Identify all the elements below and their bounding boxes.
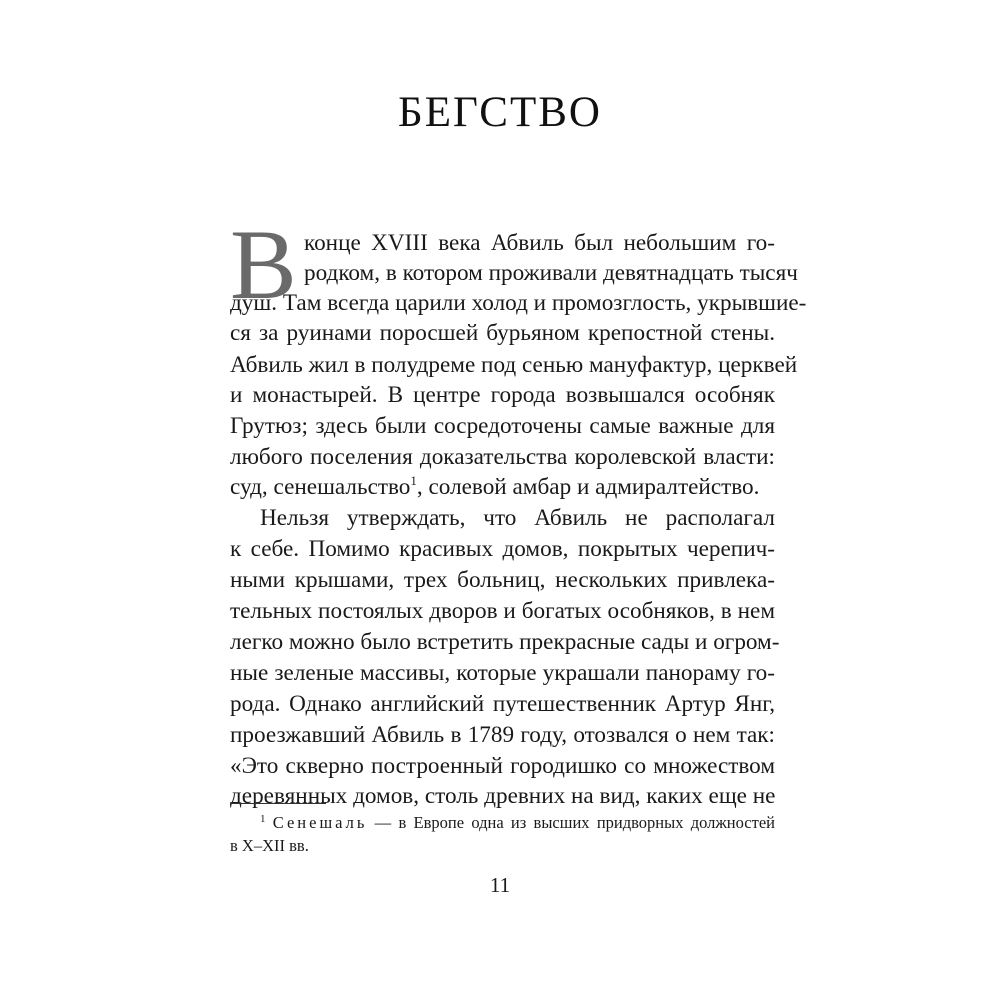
text-line: и монастырей. В центре города возвышался особняк [230, 382, 775, 408]
text-line: родком, в котором проживали девятнадцать тысяч [304, 260, 798, 286]
text-fragment: суд, сенешальство [230, 474, 411, 500]
text-line: любого поселения доказательства королевской власти: [230, 444, 775, 470]
chapter-title: БЕГСТВО [398, 89, 602, 136]
footnote-line: в X–XII вв. [230, 836, 309, 855]
footnote-marker: 1 [260, 813, 266, 825]
text-line: деревянных домов, столь древних на вид, каких еще не [230, 783, 776, 809]
drop-cap: В [230, 209, 297, 320]
page-number: 11 [489, 873, 511, 897]
text-line: Грутюз; здесь были сосредоточены самые важные для [230, 413, 775, 439]
footnote [230, 811, 775, 834]
text-line: «Это скверно построенный городишко со множеством [230, 753, 775, 779]
text-line: Абвиль жил в полудреме под сенью мануфактур, церквей [230, 352, 798, 378]
text-line: ся за руинами поросшей бурьяном крепостной стены. [230, 320, 775, 346]
text-line: Нельзя утверждать, что Абвиль не располагал [260, 505, 775, 531]
footnote-term: Сенешаль [272, 813, 368, 832]
text-line: тельных постоялых дворов и богатых особняков, в нем [230, 598, 775, 624]
text-line: конце XVIII века Абвиль был небольшим го- [304, 230, 775, 256]
text-line: рода. Однако английский путешественник Артур Янг, [230, 691, 775, 717]
text-line: легко можно было встретить прекрасные сады и огром- [230, 629, 780, 655]
text-line: ными крышами, трех больниц, нескольких привлека- [230, 567, 775, 593]
text-line [230, 472, 775, 502]
text-line: к себе. Помимо красивых домов, покрытых черепич- [230, 536, 775, 562]
text-line: проезжавший Абвиль в 1789 году, отозвался о нем так: [230, 722, 775, 748]
footnote-ref: 1 [410, 473, 417, 488]
text-line: душ. Там всегда царили холод и промозглость, укрывшие- [230, 290, 807, 316]
footnote-text: — в Европе одна из высших придворных должностей [367, 813, 775, 832]
footnote-divider [230, 803, 326, 804]
text-line: ные зеленые массивы, которые украшали панораму го- [230, 660, 775, 686]
text-fragment: , солевой амбар и адмиралтейство. [416, 474, 760, 500]
